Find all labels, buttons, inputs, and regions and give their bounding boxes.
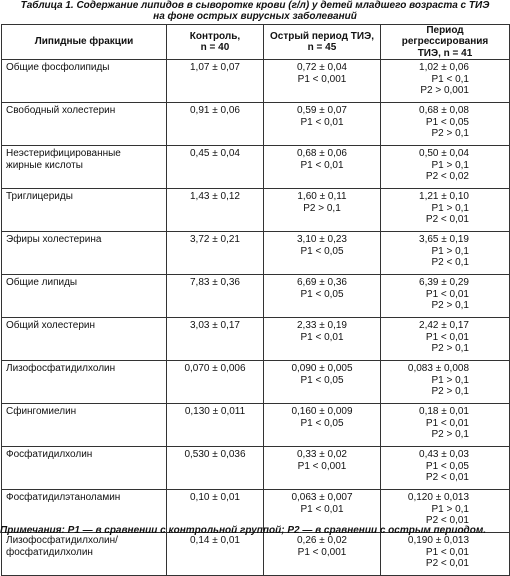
regression-period-value	[381, 447, 510, 490]
regression-period-value-line: P1 < 0,01	[425, 331, 469, 343]
table-row	[2, 447, 510, 490]
acute-period-value-line: 2,33 ± 0,19	[297, 320, 347, 332]
lipid-fraction-name	[2, 361, 167, 404]
table-row	[2, 103, 510, 146]
lipid-fraction-name	[2, 533, 167, 576]
control-value	[167, 275, 264, 318]
lipid-fraction-name-line: Фосфатидилхолин	[6, 449, 93, 461]
control-value	[167, 60, 264, 103]
acute-period-value-line: P1 < 0,05	[300, 417, 344, 429]
acute-period-value-line: 1,60 ± 0,11	[297, 191, 347, 203]
acute-period-value-line: P1 < 0,001	[297, 546, 347, 558]
acute-period-value-line: 0,26 ± 0,02	[297, 535, 347, 547]
regression-period-value	[381, 146, 510, 189]
regression-period-value-line: P1 < 0,05	[425, 460, 469, 472]
lipid-fraction-name-line: Общие фосфолипиды	[6, 62, 110, 74]
header-control-line-1: Контроль,	[189, 30, 241, 42]
regression-period-value-line: 0,120 ± 0,013	[407, 492, 469, 504]
acute-period-value-line: 0,68 ± 0,06	[297, 148, 347, 160]
table-row	[2, 361, 510, 404]
regression-period-value-line: 0,18 ± 0,01	[419, 406, 469, 418]
lipid-fraction-name	[2, 189, 167, 232]
table-row	[2, 318, 510, 361]
header-acute-period	[264, 25, 381, 60]
table-row	[2, 404, 510, 447]
acute-period-value-line: 3,10 ± 0,23	[297, 234, 347, 246]
regression-period-value-line: P2 > 0,1	[431, 343, 469, 355]
control-value-line: 0,530 ± 0,036	[184, 449, 246, 461]
acute-period-value	[264, 232, 381, 275]
acute-period-value	[264, 361, 381, 404]
control-value	[167, 361, 264, 404]
header-acute-line-2: n = 45	[307, 42, 337, 54]
acute-period-value	[264, 146, 381, 189]
control-value	[167, 189, 264, 232]
regression-period-value-line: P2 < 0,01	[425, 214, 469, 226]
regression-period-value-line: P1 < 0,1	[431, 73, 469, 85]
regression-period-value-line: 2,42 ± 0,17	[419, 320, 469, 332]
control-value-line: 1,07 ± 0,07	[190, 62, 240, 74]
control-value	[167, 103, 264, 146]
lipid-fraction-name	[2, 146, 167, 189]
regression-period-value-line: 0,083 ± 0,008	[407, 363, 469, 375]
control-value	[167, 447, 264, 490]
regression-period-value-line: 6,39 ± 0,29	[419, 277, 469, 289]
lipid-fraction-name-line: Сфингомиелин	[6, 406, 77, 418]
lipid-fraction-name-line: Фосфатидилэтаноламин	[6, 492, 121, 504]
acute-period-value-line: 0,33 ± 0,02	[297, 449, 347, 461]
lipid-fraction-name-line: жирные кислоты	[6, 159, 83, 171]
header-acute-line-1: Острый период ТИЭ,	[270, 30, 374, 42]
regression-period-value-line: 3,65 ± 0,19	[419, 234, 469, 246]
lipid-fraction-name	[2, 275, 167, 318]
regression-period-value-line: P2 < 0,01	[425, 558, 469, 570]
lipid-fraction-name	[2, 318, 167, 361]
acute-period-value-line: P1 < 0,05	[300, 374, 344, 386]
acute-period-value-line: P1 < 0,05	[300, 245, 344, 257]
acute-period-value-line: P1 < 0,01	[300, 331, 344, 343]
lipids-table	[1, 24, 510, 576]
regression-period-value-line: P1 < 0,05	[425, 116, 469, 128]
regression-period-value-line: P1 < 0,01	[425, 546, 469, 558]
acute-period-value-line: P2 > 0,1	[303, 202, 341, 214]
header-regression-line-2: ТИЭ, n = 41	[417, 47, 473, 59]
acute-period-value	[264, 404, 381, 447]
acute-period-value	[264, 60, 381, 103]
regression-period-value	[381, 232, 510, 275]
acute-period-value	[264, 189, 381, 232]
lipid-fraction-name	[2, 232, 167, 275]
regression-period-value-line: P1 > 0,1	[431, 202, 469, 214]
regression-period-value-line: P1 > 0,1	[431, 245, 469, 257]
header-regression-line-1: Период регрессирования	[401, 25, 489, 48]
control-value	[167, 232, 264, 275]
control-value-line: 0,91 ± 0,06	[190, 105, 240, 117]
control-value-line: 3,72 ± 0,21	[190, 234, 240, 246]
control-value-line: 0,14 ± 0,01	[190, 535, 240, 547]
lipid-fraction-name-line: Общий холестерин	[6, 320, 96, 332]
lipid-fraction-name-line: Лизофосфатидилхолин	[6, 363, 116, 375]
acute-period-value-line: 0,090 ± 0,005	[291, 363, 353, 375]
regression-period-value-line: P2 > 0,1	[431, 300, 469, 312]
lipid-fraction-name-line: Общие липиды	[6, 277, 78, 289]
regression-period-value	[381, 361, 510, 404]
control-value-line: 1,43 ± 0,12	[190, 191, 240, 203]
table-row	[2, 146, 510, 189]
control-value	[167, 404, 264, 447]
control-value	[167, 146, 264, 189]
regression-period-value-line: P2 < 0,01	[425, 472, 469, 484]
control-value-line: 0,070 ± 0,006	[184, 363, 246, 375]
regression-period-value-line: P2 > 0,1	[431, 128, 469, 140]
regression-period-value	[381, 404, 510, 447]
control-value-line: 0,10 ± 0,01	[190, 492, 240, 504]
acute-period-value-line: 6,69 ± 0,36	[297, 277, 347, 289]
regression-period-value-line: P1 < 0,01	[425, 288, 469, 300]
table-row	[2, 189, 510, 232]
regression-period-value-line: P1 < 0,01	[425, 417, 469, 429]
table-row	[2, 60, 510, 103]
regression-period-value	[381, 60, 510, 103]
lipid-fraction-name-line: Неэстерифицированные	[6, 148, 121, 160]
table-row	[2, 232, 510, 275]
regression-period-value-line: 1,02 ± 0,06	[419, 62, 469, 74]
table-body	[2, 60, 510, 576]
regression-period-value-line: 0,68 ± 0,08	[419, 105, 469, 117]
control-value-line: 3,03 ± 0,17	[190, 320, 240, 332]
header-regression-period	[381, 25, 510, 60]
table-row	[2, 533, 510, 576]
lipid-fraction-name-line: Триглицериды	[6, 191, 73, 203]
acute-period-value-line: P1 < 0,05	[300, 288, 344, 300]
control-value-line: 0,45 ± 0,04	[190, 148, 240, 160]
lipid-fraction-name	[2, 404, 167, 447]
control-value	[167, 533, 264, 576]
acute-period-value-line: P1 < 0,001	[297, 73, 347, 85]
table-header-row	[2, 25, 510, 60]
acute-period-value-line: 0,063 ± 0,007	[291, 492, 353, 504]
regression-period-value	[381, 189, 510, 232]
acute-period-value-line: 0,59 ± 0,07	[297, 105, 347, 117]
acute-period-value-line: P1 < 0,001	[297, 460, 347, 472]
acute-period-value-line: 0,160 ± 0,009	[291, 406, 353, 418]
lipid-fraction-name	[2, 447, 167, 490]
acute-period-value	[264, 103, 381, 146]
header-control	[167, 25, 264, 60]
regression-period-value	[381, 318, 510, 361]
regression-period-value-line: P2 < 0,02	[425, 171, 469, 183]
acute-period-value-line: P1 < 0,01	[300, 503, 344, 515]
acute-period-value-line: 0,72 ± 0,04	[297, 62, 347, 74]
regression-period-value	[381, 533, 510, 576]
table-row	[2, 275, 510, 318]
acute-period-value	[264, 533, 381, 576]
control-value-line: 7,83 ± 0,36	[190, 277, 240, 289]
lipid-fraction-name	[2, 60, 167, 103]
caption-line-2: на фоне острых вирусных заболеваний	[153, 11, 357, 22]
table-footnote: Примечания: P1 — в сравнении с контрольной группой; P2 — в сравнении с острым периодом.	[0, 525, 487, 536]
lipid-fraction-name-line: Свободный холестерин	[6, 105, 116, 117]
control-value	[167, 318, 264, 361]
acute-period-value	[264, 275, 381, 318]
regression-period-value	[381, 275, 510, 318]
header-lipid-fractions: Липидные фракции	[2, 25, 167, 60]
regression-period-value-line: 0,43 ± 0,03	[419, 449, 469, 461]
lipid-fraction-name-line: Лизофосфатидилхолин/	[6, 535, 118, 547]
lipid-fraction-name-line: Эфиры холестерина	[6, 234, 102, 246]
regression-period-value-line: 0,50 ± 0,04	[419, 148, 469, 160]
acute-period-value	[264, 318, 381, 361]
regression-period-value-line: P2 < 0,1	[431, 257, 469, 269]
regression-period-value-line: P2 > 0,001	[420, 85, 469, 97]
regression-period-value-line: P1 > 0,1	[431, 503, 469, 515]
lipid-fraction-name-line: фосфатидилхолин	[6, 546, 93, 558]
regression-period-value-line: P2 > 0,1	[431, 386, 469, 398]
regression-period-value-line: P2 > 0,1	[431, 429, 469, 441]
regression-period-value-line: 0,190 ± 0,013	[407, 535, 469, 547]
control-value-line: 0,130 ± 0,011	[184, 406, 246, 418]
header-control-line-2: n = 40	[200, 42, 230, 54]
regression-period-value-line: P1 > 0,1	[431, 159, 469, 171]
caption-line-1: Таблица 1. Содержание липидов в сыворотке крови (г/л) у детей младшего возраста с ТИЭ	[20, 0, 490, 11]
regression-period-value	[381, 103, 510, 146]
lipid-fraction-name	[2, 103, 167, 146]
acute-period-value-line: P1 < 0,01	[300, 116, 344, 128]
regression-period-value-line: P2 < 0,01	[425, 515, 469, 527]
acute-period-value	[264, 447, 381, 490]
acute-period-value-line: P1 < 0,01	[300, 159, 344, 171]
regression-period-value-line: 1,21 ± 0,10	[419, 191, 469, 203]
table-caption	[0, 0, 510, 24]
regression-period-value-line: P1 > 0,1	[431, 374, 469, 386]
